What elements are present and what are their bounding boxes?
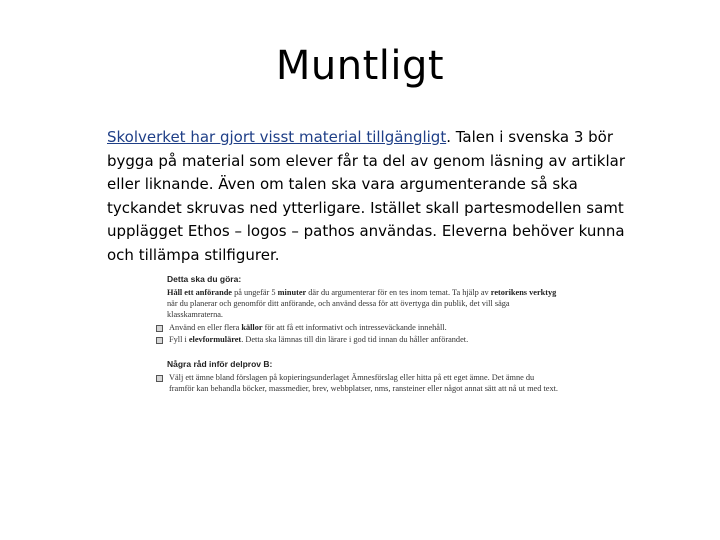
doc-bold-text: källor — [241, 323, 263, 332]
doc-text: på ungefär 5 — [232, 288, 278, 297]
doc-bullet-text: Välj ett ämne bland förslagen på kopieringsunderlaget Ämnesförslag eller hitta på ett eget ämne. Det ämne du framför kan behandla böcker, massmedier, brev, webbplatser, nms, ransteiner eller något annat sätt att nå ut med text. — [169, 373, 558, 393]
doc-bold-text: Håll ett anförande — [167, 288, 232, 297]
doc-text: där du argumenterar för en tes inom temat. Ta hjälp av — [306, 288, 491, 297]
slide-title: Muntligt — [275, 43, 445, 89]
doc-bullet-item — [155, 372, 565, 394]
doc-text: . Detta ska lämnas till din lärare i god tid innan du håller anförandet. — [241, 335, 469, 344]
doc-bullet-text — [169, 322, 561, 333]
square-bullet-icon — [156, 337, 163, 344]
square-bullet-icon — [156, 325, 163, 332]
embedded-document-image — [155, 274, 565, 444]
doc-bullet-item — [155, 322, 565, 333]
doc-text: Fyll i — [169, 335, 189, 344]
skolverket-link[interactable]: Skolverket har gjort visst material tillgängligt — [107, 128, 447, 146]
doc-heading-advice: Några råd inför delprov B: — [167, 359, 273, 369]
body-paragraph: . Talen i svenska 3 bör bygga på material som elever får ta del av genom läsning av artiklar eller liknande. Även om talen ska vara argumenterande så ska tyckandet skruvas ned ytterligare. Istället skall partesmodellen samt upplägget Ethos – logos – pathos användas. Eleverna behöver kunna och tillämpa stilfigurer. — [107, 128, 625, 264]
doc-text: Använd en eller flera — [169, 323, 242, 332]
doc-bullet-item — [155, 334, 565, 345]
square-bullet-icon — [156, 375, 163, 382]
doc-bold-text: retorikens verktyg — [490, 288, 557, 297]
slide-body-text — [107, 126, 627, 267]
doc-text: för att få ett informativt och intresseväckande innehåll. — [262, 323, 447, 332]
doc-task-paragraph — [167, 287, 559, 320]
doc-text: när du planerar och genomför ditt anförande, och använd dessa för att övertyga din publik, det vill säga klasskamraterna. — [167, 299, 510, 319]
doc-bullet-text — [169, 334, 561, 345]
doc-heading-task: Detta ska du göra: — [167, 274, 242, 284]
doc-bold-text: elevformuläret — [188, 335, 242, 344]
doc-bold-text: minuter — [277, 288, 307, 297]
